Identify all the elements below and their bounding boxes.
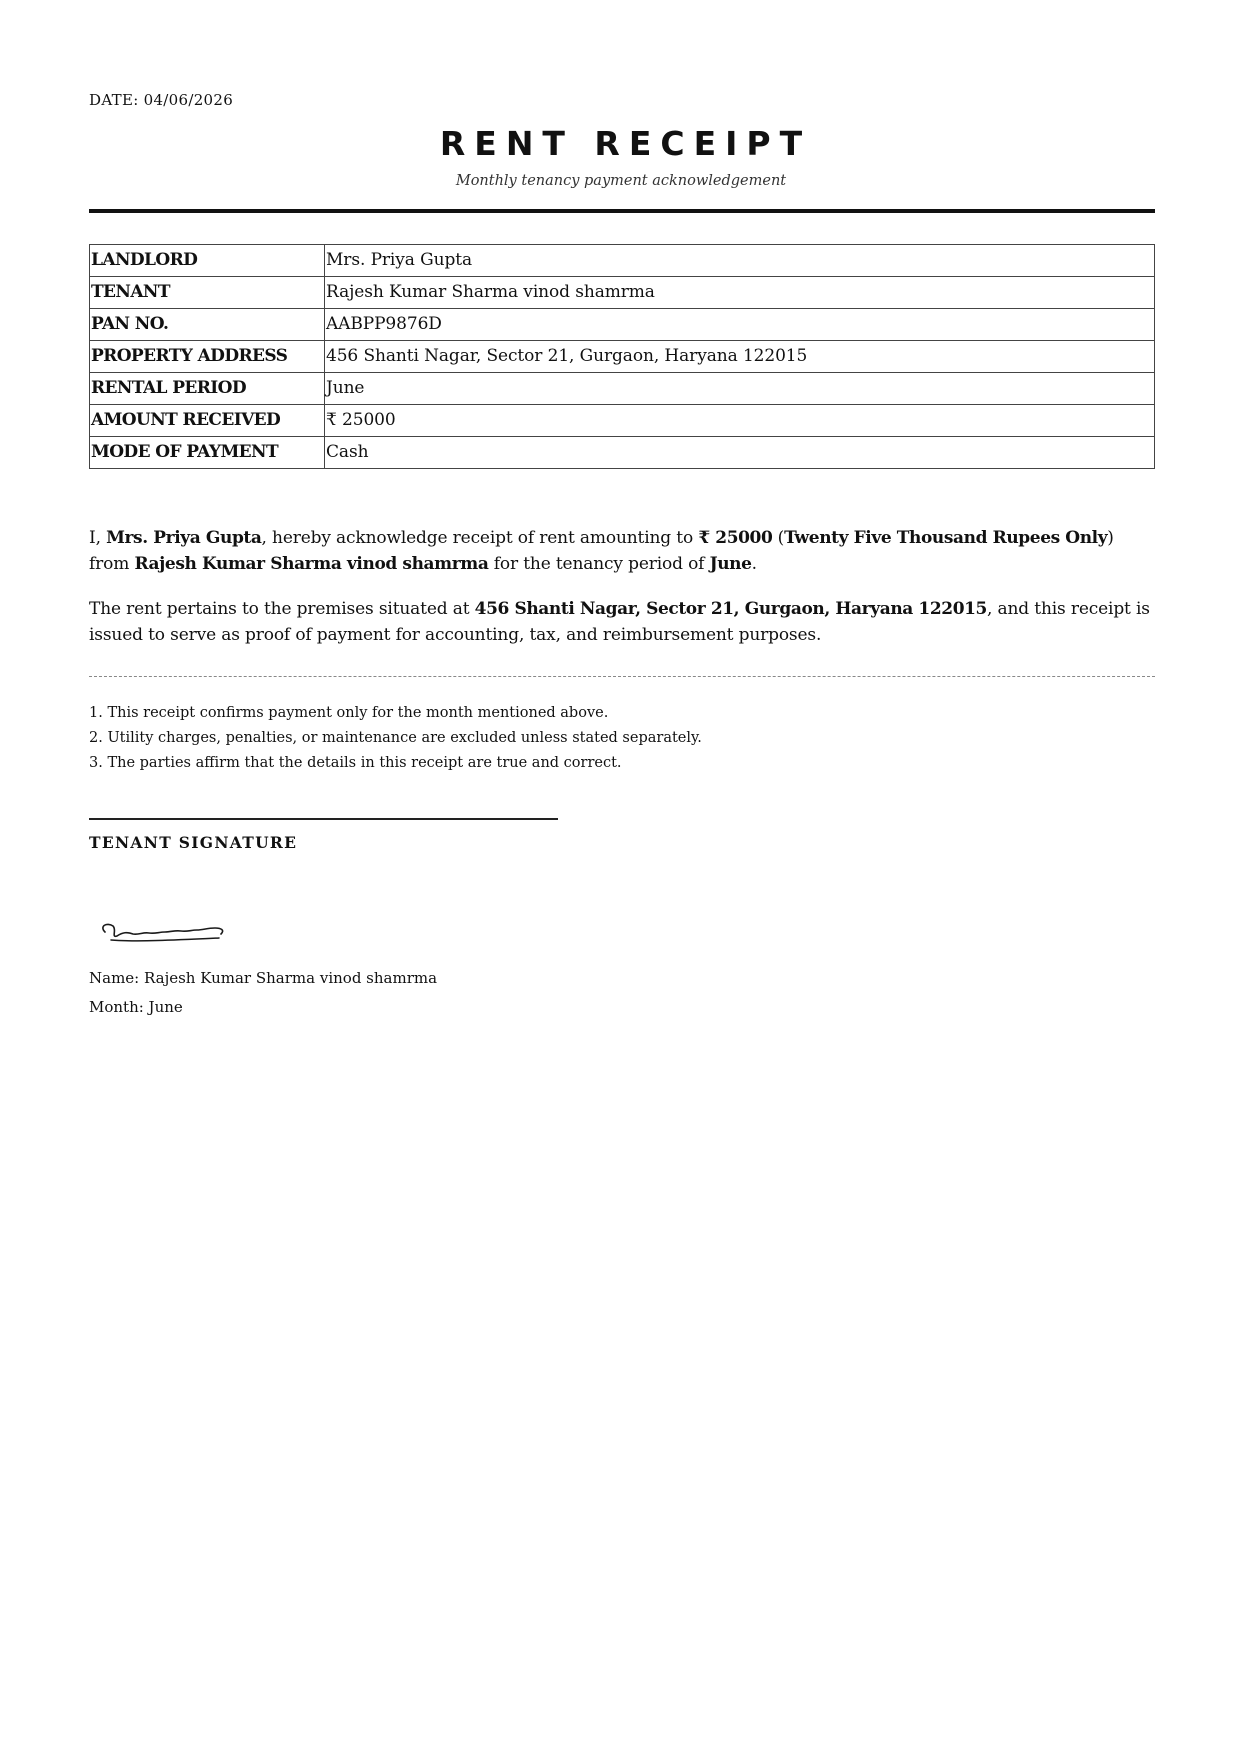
row-value-pan: AABPP9876D bbox=[325, 309, 1155, 341]
dashed-divider bbox=[89, 676, 1155, 677]
tenancy-period: June bbox=[709, 554, 752, 574]
row-label-pan: PAN NO. bbox=[90, 309, 325, 341]
handwritten-signature-icon bbox=[97, 916, 232, 946]
signature-label: TENANT SIGNATURE bbox=[89, 833, 298, 852]
date-label: DATE: bbox=[89, 91, 139, 109]
row-value-landlord: Mrs. Priya Gupta bbox=[325, 245, 1155, 277]
table-row bbox=[90, 437, 1155, 469]
row-value-property-address: 456 Shanti Nagar, Sector 21, Gurgaon, Haryana 122015 bbox=[325, 341, 1155, 373]
table-row bbox=[90, 341, 1155, 373]
receipt-details-table bbox=[89, 244, 1155, 469]
list-item: 2. Utility charges, penalties, or maintenance are excluded unless stated separately. bbox=[89, 730, 702, 746]
table-row bbox=[90, 405, 1155, 437]
table-row bbox=[90, 245, 1155, 277]
row-label-amount-received: AMOUNT RECEIVED bbox=[90, 405, 325, 437]
header-divider bbox=[89, 209, 1155, 213]
row-label-rental-period: RENTAL PERIOD bbox=[90, 373, 325, 405]
row-label-landlord: LANDLORD bbox=[90, 245, 325, 277]
signature-line bbox=[89, 818, 558, 820]
row-label-property-address: PROPERTY ADDRESS bbox=[90, 341, 325, 373]
row-value-amount-received: ₹ 25000 bbox=[325, 405, 1155, 437]
tenant-name: Rajesh Kumar Sharma vinod shamrma bbox=[134, 554, 489, 574]
document-title: RENT RECEIPT bbox=[439, 124, 812, 163]
amount-figure: ₹ 25000 bbox=[698, 528, 773, 548]
date-value: 04/06/2026 bbox=[143, 91, 234, 109]
document-subtitle: Monthly tenancy payment acknowledgement bbox=[455, 173, 787, 189]
receipt-date bbox=[89, 91, 233, 109]
signatory-month: Month: June bbox=[89, 998, 183, 1016]
row-value-mode-of-payment: Cash bbox=[325, 437, 1155, 469]
terms-list bbox=[89, 701, 702, 776]
row-value-rental-period: June bbox=[325, 373, 1155, 405]
amount-in-words: Twenty Five Thousand Rupees Only bbox=[784, 528, 1108, 548]
table-row bbox=[90, 277, 1155, 309]
row-label-tenant: TENANT bbox=[90, 277, 325, 309]
landlord-name: Mrs. Priya Gupta bbox=[106, 528, 262, 548]
signatory-name: Name: Rajesh Kumar Sharma vinod shamrma bbox=[89, 969, 438, 987]
acknowledgement-paragraph: I, Mrs. Priya Gupta, hereby acknowledge receipt of rent amounting to ₹ 25000 (Twenty Five Thousand Rupees Only) from Rajesh Kumar Sharma vinod shamrma for the tenancy period of June. bbox=[89, 528, 1114, 574]
list-item: 3. The parties affirm that the details in this receipt are true and correct. bbox=[89, 755, 622, 771]
row-label-mode-of-payment: MODE OF PAYMENT bbox=[90, 437, 325, 469]
premises-address: 456 Shanti Nagar, Sector 21, Gurgaon, Haryana 122015 bbox=[474, 599, 987, 619]
table-row bbox=[90, 373, 1155, 405]
row-value-tenant: Rajesh Kumar Sharma vinod shamrma bbox=[325, 277, 1155, 309]
table-row bbox=[90, 309, 1155, 341]
premises-paragraph: The rent pertains to the premises situated at 456 Shanti Nagar, Sector 21, Gurgaon, Haryana 122015, and this receipt is issued to serve as proof of payment for accounting, tax, and reimbursement purposes. bbox=[89, 599, 1150, 645]
list-item: 1. This receipt confirms payment only for the month mentioned above. bbox=[89, 705, 609, 721]
